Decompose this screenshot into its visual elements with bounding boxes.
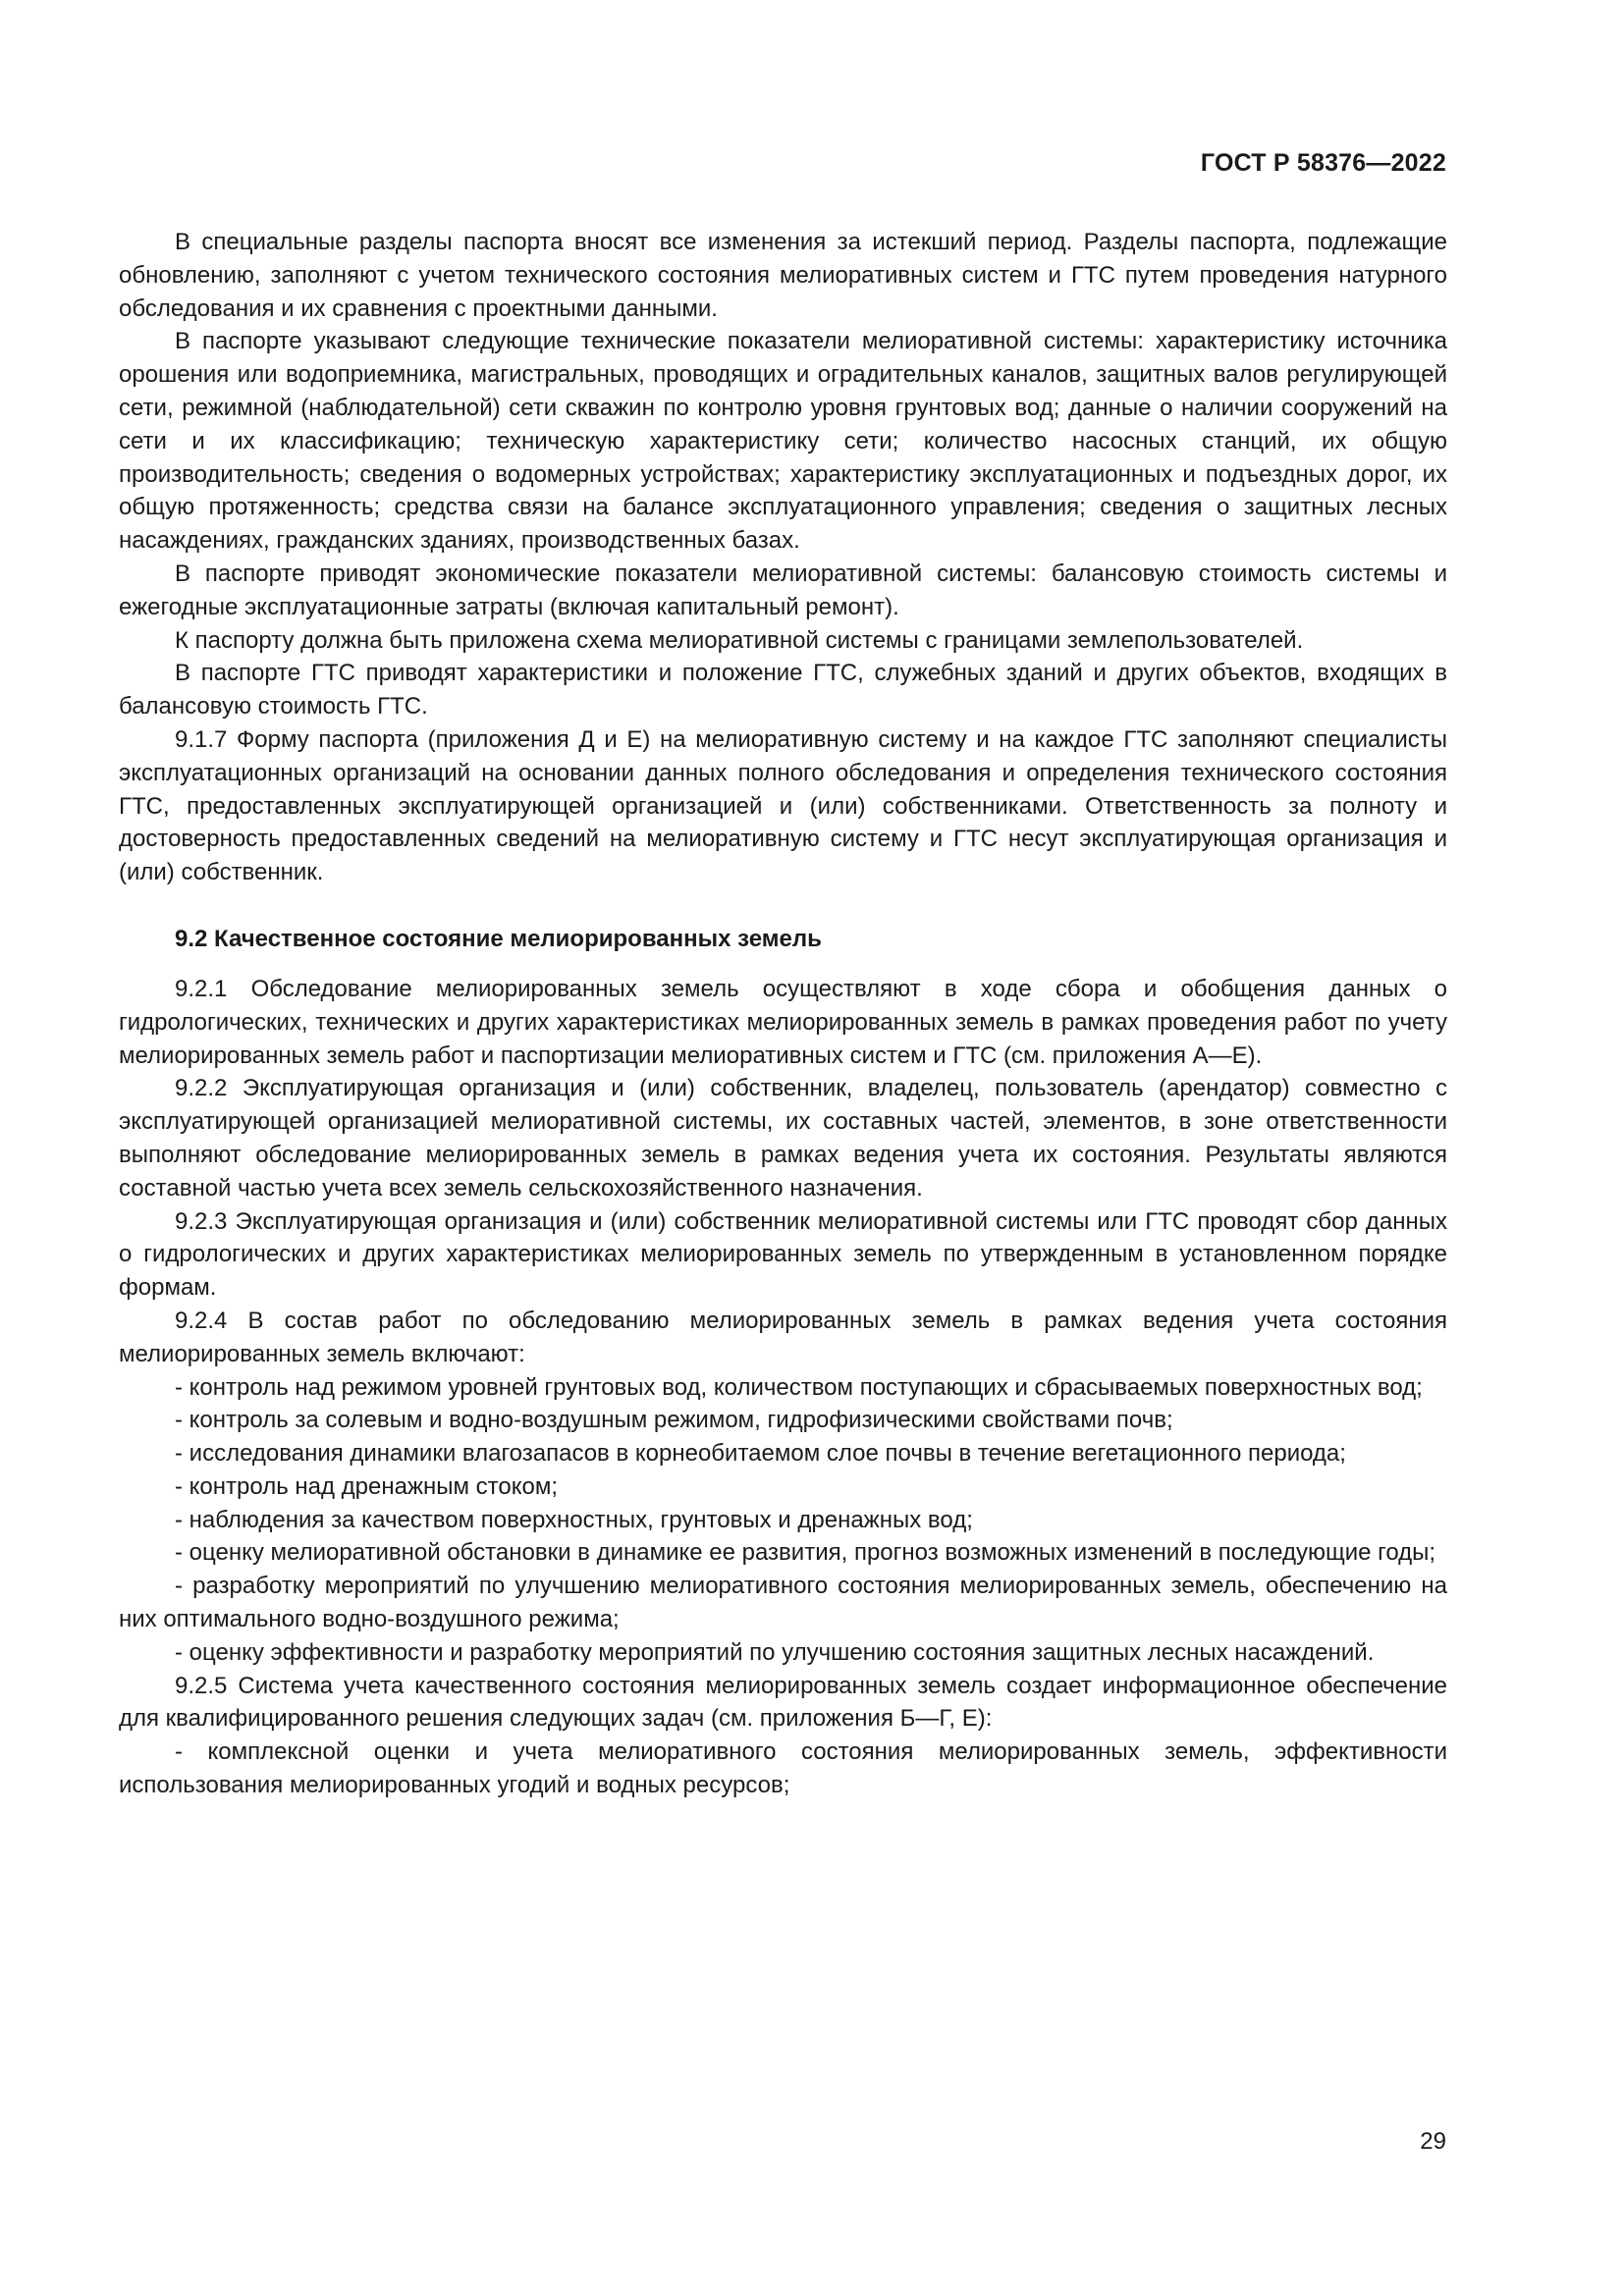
page-number: 29 — [1420, 2128, 1446, 2155]
paragraph: В паспорте указывают следующие технические показатели мелиоративной системы: характеристику источника орошения или водоприемника, магистральных, проводящих и оградительных каналов, защитных валов регулирующей сети, режимной (наблюдательной) сети скважин по контролю уровня грунтовых вод; данные о наличии сооружений на сети и их классификацию; техническую характеристику сети; количество насосных станций, их общую производительность; сведения о водомерных устройствах; характеристику эксплуатационных и подъездных дорог, их общую протяженность; средства связи на балансе эксплуатационного управления; сведения о защитных лесных насаждениях, гражданских зданиях, производственных базах. — [119, 328, 1447, 555]
page-body — [119, 226, 1447, 1802]
list-item: - комплексной оценки и учета мелиоративного состояния мелиорированных земель, эффективности использования мелиорированных угодий и водных ресурсов; — [119, 1738, 1447, 1799]
paragraph: 9.2.2 Эксплуатирующая организация и (или) собственник, владелец, пользователь (арендатор) совместно с эксплуатирующей организацией мелиоративной системы, их составных частей, элементов, в зоне ответственности выполняют обследование мелиорированных земель в рамках ведения учета их состояния. Результаты являются составной частью учета всех земель сельскохозяйственного назначения. — [119, 1075, 1447, 1201]
list-item: - контроль над дренажным стоком; — [175, 1472, 559, 1500]
paragraph: 9.2.5 Система учета качественного состояния мелиорированных земель создает информационное обеспечение для квалифицированного решения следующих задач (см. приложения Б—Г, Е): — [119, 1672, 1447, 1733]
list-item: - оценку мелиоративной обстановки в динамике ее развития, прогноз возможных изменений в последующие годы; — [175, 1539, 1436, 1567]
list-item: - контроль за солевым и водно-воздушным режимом, гидрофизическими свойствами почв; — [175, 1407, 1173, 1434]
list-item: - исследования динамики влагозапасов в корнеобитаемом слое почвы в течение вегетационного периода; — [175, 1440, 1346, 1468]
paragraph: 9.2.3 Эксплуатирующая организация и (или) собственник мелиоративной системы или ГТС проводят сбор данных о гидрологических и других характеристиках мелиорированных земель по утвержденным в установленном порядке формам. — [119, 1207, 1447, 1302]
document-id-header: ГОСТ Р 58376—2022 — [1200, 149, 1446, 177]
section-heading: 9.2 Качественное состояние мелиорированных земель — [175, 925, 822, 952]
paragraph: В паспорте приводят экономические показатели мелиоративной системы: балансовую стоимость системы и ежегодные эксплуатационные затраты (включая капитальный ремонт). — [119, 560, 1447, 620]
paragraph: К паспорту должна быть приложена схема мелиоративной системы с границами землепользователей. — [175, 626, 1304, 654]
paragraph: В паспорте ГТС приводят характеристики и положение ГТС, служебных зданий и других объектов, входящих в балансовую стоимость ГТС. — [119, 660, 1447, 721]
list-item: - разработку мероприятий по улучшению мелиоративного состояния мелиорированных земель, обеспечению на них оптимального водно-воздушного режима; — [119, 1573, 1447, 1633]
paragraph: 9.1.7 Форму паспорта (приложения Д и Е) на мелиоративную систему и на каждое ГТС заполняют специалисты эксплуатационных организаций на основании данных полного обследования и определения технического состояния ГТС, предоставленных эксплуатирующей организацией и (или) собственниками. Ответственность за полноту и достоверность предоставленных сведений на мелиоративную систему и ГТС несут эксплуатирующая организация и (или) собственник. — [119, 725, 1447, 886]
paragraph: 9.2.4 В состав работ по обследованию мелиорированных земель в рамках ведения учета состояния мелиорированных земель включают: — [119, 1307, 1447, 1367]
paragraph: В специальные разделы паспорта вносят все изменения за истекший период. Разделы паспорта, подлежащие обновлению, заполняют с учетом технического состояния мелиоративных систем и ГТС путем проведения натурного обследования и их сравнения с проектными данными. — [119, 229, 1447, 322]
list-item: - контроль над режимом уровней грунтовых вод, количеством поступающих и сбрасываемых поверхностных вод; — [175, 1373, 1423, 1401]
paragraph: 9.2.1 Обследование мелиорированных земель осуществляют в ходе сбора и обобщения данных о гидрологических, технических и других характеристиках мелиорированных земель в рамках проведения работ по учету мелиорированных земель работ и паспортизации мелиоративных систем и ГТС (см. приложения А—Е). — [119, 975, 1447, 1069]
list-item: - оценку эффективности и разработку мероприятий по улучшению состояния защитных лесных насаждений. — [175, 1638, 1375, 1666]
list-item: - наблюдения за качеством поверхностных, грунтовых и дренажных вод; — [175, 1506, 973, 1533]
